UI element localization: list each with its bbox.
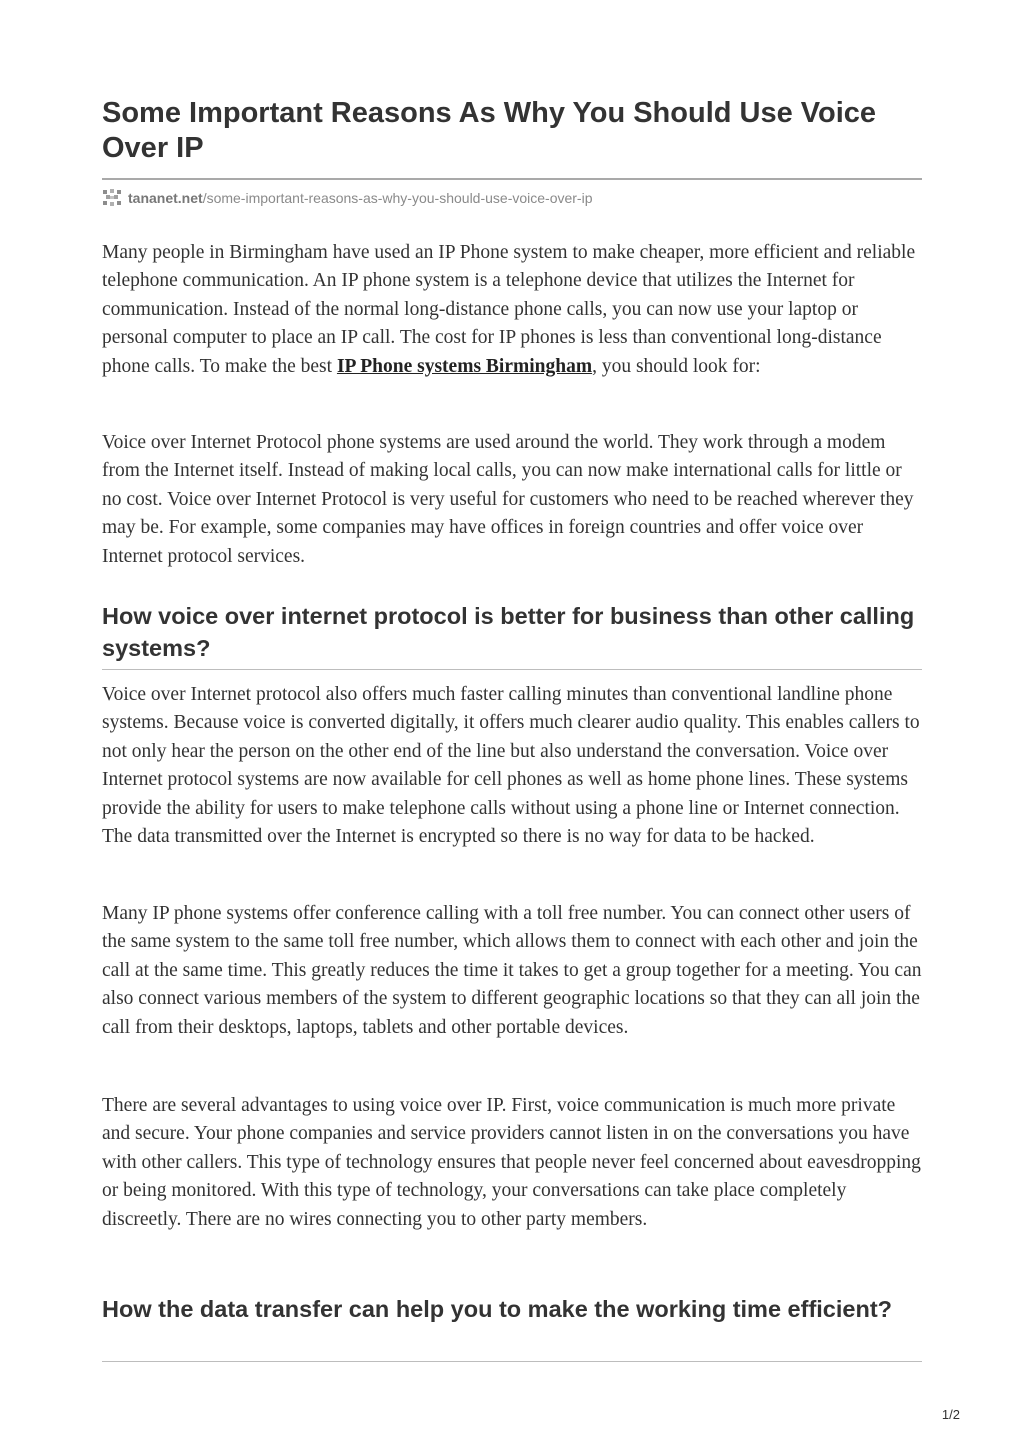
paragraph: Many IP phone systems offer conference calling with a toll free number. You can connect other users of the same system to the same toll free number, which allows them to connect with each other and join the call at the same time. This greatly reduces the time it takes to get a group together for a meeting. You can also connect various members of the system to different geographic locations so that they can all join the call from their desktops, laptops, tablets and other portable devices. [102, 903, 922, 1038]
heading-divider [102, 1361, 922, 1362]
ip-phone-systems-link[interactable]: IP Phone systems Birmingham [336, 355, 593, 377]
source-path: /some-important-reasons-as-why-you-should-use-voice-over-ip [202, 190, 593, 206]
paragraph: There are several advantages to using voice over IP. First, voice communication is much more private and secure. Your phone companies and service providers cannot listen in on the conversations you have with other callers. This type of technology ensures that people never feel concerned about eavesdropping or being monitored. With this type of technology, your conversations can take place completely discreetly. There are no wires connecting you to other party members. [102, 1095, 921, 1230]
intro-paragraph [102, 239, 922, 381]
source-link[interactable] [102, 189, 593, 207]
section-heading: How voice over internet protocol is better for business than other calling systems? [102, 603, 915, 661]
page-title: Some Important Reasons As Why You Should Use Voice Over IP [102, 97, 877, 164]
intro-text-end: , you should look for: [592, 355, 761, 377]
source-domain: tananet.net [128, 190, 203, 206]
section-heading: How the data transfer can help you to make the working time efficient? [102, 1296, 893, 1322]
intro-text: Many people in Birmingham have used an IP Phone system to make cheaper, more efficient and reliable telephone communication. An IP phone system is a telephone device that utilizes the Internet for communication. Instead of the normal long-distance phone calls, you can now use your laptop or personal computer to place an IP call. The cost for IP phones is less than conventional long-distance phone calls. To make the best [102, 242, 916, 377]
page-number: 1/2 [941, 1407, 960, 1422]
paragraph: Voice over Internet Protocol phone systems are used around the world. They work through a modem from the Internet itself. Instead of making local calls, you can now make international calls for little or no cost. Voice over Internet Protocol is very useful for customers who need to be reached wherever they may be. For example, some companies may have offices in foreign countries and offer voice over Internet protocol services. [102, 432, 914, 567]
paragraph: Voice over Internet protocol also offers much faster calling minutes than conventional landline phone systems. Because voice is converted digitally, it offers much clearer audio quality. This enables callers to not only hear the person on the other end of the line but also understand the conversation. Voice over Internet protocol systems are now available for cell phones as well as home phone lines. These systems provide the ability for users to make telephone calls without using a phone line or Internet connection. The data transmitted over the Internet is encrypted so there is no way for data to be hacked. [102, 684, 920, 848]
site-logo-icon [102, 189, 123, 207]
title-divider [102, 178, 922, 180]
heading-divider [102, 669, 922, 670]
